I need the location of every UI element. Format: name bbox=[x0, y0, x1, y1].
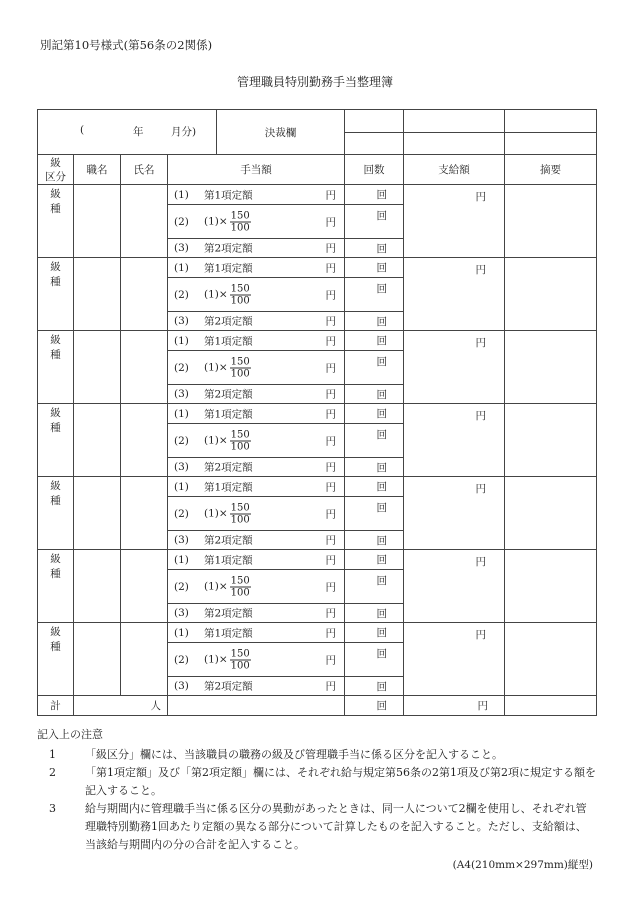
approval-box-6[interactable] bbox=[505, 132, 597, 155]
shimei-cell[interactable] bbox=[121, 331, 168, 404]
shimei-cell[interactable] bbox=[121, 550, 168, 623]
kaisu-1-cell[interactable]: 回 bbox=[345, 404, 404, 424]
shimei-cell[interactable] bbox=[121, 477, 168, 550]
notes-section bbox=[37, 726, 597, 854]
teigaku-2-cell[interactable]: (3) 第2項定額 円 bbox=[168, 604, 345, 623]
kyu-kubun-cell[interactable]: 級 種 bbox=[38, 623, 74, 696]
multiplied-amount-cell[interactable]: (2) (1)× $\frac{150}{100}$ 円 bbox=[168, 570, 345, 604]
ledger-row bbox=[38, 185, 597, 205]
ledger-row bbox=[38, 258, 597, 278]
kaisu-2-cell[interactable]: 回 bbox=[345, 205, 404, 239]
header-shikyu: 支給額 bbox=[404, 155, 505, 185]
teigaku-2-cell[interactable]: (3) 第2項定額 円 bbox=[168, 677, 345, 696]
header-tekiyo: 摘要 bbox=[505, 155, 597, 185]
kaisu-1-cell[interactable]: 回 bbox=[345, 623, 404, 643]
teigaku-1-cell[interactable]: (1) 第1項定額 円 bbox=[168, 477, 345, 497]
kaisu-3-cell[interactable]: 回 bbox=[345, 531, 404, 550]
teigaku-2-cell[interactable]: (3) 第2項定額 円 bbox=[168, 531, 345, 550]
header-shokumei: 職名 bbox=[74, 155, 121, 185]
teigaku-2-cell[interactable]: (3) 第2項定額 円 bbox=[168, 312, 345, 331]
total-label: 計 bbox=[38, 696, 74, 716]
note-item: 1 「級区分」欄には、当該職員の職務の級及び管理職手当に係る区分を記入すること。 bbox=[49, 748, 503, 761]
approval-box-3[interactable] bbox=[505, 110, 597, 133]
teigaku-1-cell[interactable]: (1) 第1項定額 円 bbox=[168, 185, 345, 205]
shokumei-cell[interactable] bbox=[74, 404, 121, 477]
shimei-cell[interactable] bbox=[121, 258, 168, 331]
ledger-row bbox=[38, 623, 597, 643]
kaisu-2-cell[interactable]: 回 bbox=[345, 643, 404, 677]
allowance-ledger-table bbox=[37, 109, 597, 716]
kaisu-3-cell[interactable]: 回 bbox=[345, 385, 404, 404]
multiplied-amount-cell[interactable]: (2) (1)× $\frac{150}{100}$ 円 bbox=[168, 205, 345, 239]
kaisu-1-cell[interactable]: 回 bbox=[345, 550, 404, 570]
kyu-kubun-cell[interactable]: 級 種 bbox=[38, 477, 74, 550]
kaisu-2-cell[interactable]: 回 bbox=[345, 278, 404, 312]
multiplied-amount-cell[interactable]: (2) (1)× $\frac{150}{100}$ 円 bbox=[168, 643, 345, 677]
kyu-kubun-cell[interactable]: 級 種 bbox=[38, 331, 74, 404]
teigaku-2-cell[interactable]: (3) 第2項定額 円 bbox=[168, 385, 345, 404]
teigaku-1-cell[interactable]: (1) 第1項定額 円 bbox=[168, 258, 345, 278]
header-kaisu: 回数 bbox=[345, 155, 404, 185]
fraction-150-100: $\frac{150}{100}$ bbox=[230, 502, 250, 525]
ledger-row bbox=[38, 404, 597, 424]
shikyu-cell[interactable]: 円 bbox=[404, 404, 505, 477]
total-kaisu-cell[interactable]: 回 bbox=[345, 696, 404, 716]
form-reference: 別記第10号様式(第56条の2関係) bbox=[40, 38, 213, 52]
fraction-150-100: $\frac{150}{100}$ bbox=[230, 356, 250, 379]
fraction-150-100: $\frac{150}{100}$ bbox=[230, 210, 250, 233]
shimei-cell[interactable] bbox=[121, 623, 168, 696]
page-title: 管理職員特別勤務手当整理簿 bbox=[236, 75, 393, 89]
teigaku-1-cell[interactable]: (1) 第1項定額 円 bbox=[168, 404, 345, 424]
fraction-150-100: $\frac{150}{100}$ bbox=[230, 648, 250, 671]
teigaku-2-cell[interactable]: (3) 第2項定額 円 bbox=[168, 458, 345, 477]
period-open: ( bbox=[80, 124, 85, 136]
approval-label: 決裁欄 bbox=[217, 110, 345, 155]
kaisu-3-cell[interactable]: 回 bbox=[345, 312, 404, 331]
kyu-kubun-cell[interactable]: 級 種 bbox=[38, 550, 74, 623]
header-shimei: 氏名 bbox=[121, 155, 168, 185]
kaisu-3-cell[interactable]: 回 bbox=[345, 604, 404, 623]
multiplied-amount-cell[interactable]: (2) (1)× $\frac{150}{100}$ 円 bbox=[168, 278, 345, 312]
kaisu-2-cell[interactable]: 回 bbox=[345, 424, 404, 458]
period-cell[interactable] bbox=[38, 110, 217, 155]
kyu-kubun-cell[interactable]: 級 種 bbox=[38, 185, 74, 258]
kaisu-1-cell[interactable]: 回 bbox=[345, 185, 404, 205]
shikyu-cell[interactable]: 円 bbox=[404, 185, 505, 258]
shimei-cell[interactable] bbox=[121, 404, 168, 477]
kaisu-2-cell[interactable]: 回 bbox=[345, 570, 404, 604]
approval-box-4[interactable] bbox=[345, 132, 404, 155]
shokumei-cell[interactable] bbox=[74, 331, 121, 404]
fraction-150-100: $\frac{150}{100}$ bbox=[230, 429, 250, 452]
period-month: 月分) bbox=[171, 126, 197, 138]
teigaku-1-cell[interactable]: (1) 第1項定額 円 bbox=[168, 550, 345, 570]
paper-size-note: (A4(210mm×297mm)縦型) bbox=[452, 859, 593, 871]
fraction-150-100: $\frac{150}{100}$ bbox=[230, 575, 250, 598]
multiplied-amount-cell[interactable]: (2) (1)× $\frac{150}{100}$ 円 bbox=[168, 424, 345, 458]
period-year: 年 bbox=[133, 126, 144, 138]
fraction-150-100: $\frac{150}{100}$ bbox=[230, 283, 250, 306]
multiplied-amount-cell[interactable]: (2) (1)× $\frac{150}{100}$ 円 bbox=[168, 351, 345, 385]
shikyu-cell[interactable]: 円 bbox=[404, 623, 505, 696]
tekiyo-cell[interactable] bbox=[505, 331, 597, 404]
kaisu-3-cell[interactable]: 回 bbox=[345, 239, 404, 258]
tekiyo-cell[interactable] bbox=[505, 550, 597, 623]
kyu-kubun-cell[interactable]: 級 種 bbox=[38, 404, 74, 477]
shokumei-cell[interactable] bbox=[74, 550, 121, 623]
shokumei-cell[interactable] bbox=[74, 623, 121, 696]
kaisu-1-cell[interactable]: 回 bbox=[345, 331, 404, 351]
total-row bbox=[38, 696, 597, 716]
kyu-kubun-cell[interactable]: 級 種 bbox=[38, 258, 74, 331]
shikyu-cell[interactable]: 円 bbox=[404, 477, 505, 550]
total-tekiyo-cell[interactable] bbox=[505, 696, 597, 716]
approval-box-1[interactable] bbox=[345, 110, 404, 133]
shikyu-cell[interactable]: 円 bbox=[404, 550, 505, 623]
note-item: 3 給与期間内に管理職手当に係る区分の異動があったときは、同一人について2欄を使用し、それぞれ管理職特別勤務1回あたり定額の異なる部分について計算したものを記入すること。ただし、支給額は、当該給与期間内の分の合計を記入すること。 bbox=[49, 802, 587, 851]
kaisu-1-cell[interactable]: 回 bbox=[345, 477, 404, 497]
kaisu-2-cell[interactable]: 回 bbox=[345, 351, 404, 385]
header-teate: 手当額 bbox=[168, 155, 345, 185]
shokumei-cell[interactable] bbox=[74, 477, 121, 550]
ledger-row bbox=[38, 331, 597, 351]
multiplied-amount-cell[interactable]: (2) (1)× $\frac{150}{100}$ 円 bbox=[168, 497, 345, 531]
total-amount-cell[interactable] bbox=[168, 696, 345, 716]
teigaku-1-cell[interactable]: (1) 第1項定額 円 bbox=[168, 331, 345, 351]
tekiyo-cell[interactable] bbox=[505, 185, 597, 258]
teigaku-1-cell[interactable]: (1) 第1項定額 円 bbox=[168, 623, 345, 643]
header-row bbox=[38, 155, 597, 185]
ledger-row bbox=[38, 477, 597, 497]
shikyu-cell[interactable]: 円 bbox=[404, 331, 505, 404]
ledger-row bbox=[38, 550, 597, 570]
shokumei-cell[interactable] bbox=[74, 185, 121, 258]
total-shikyu-cell[interactable]: 円 bbox=[404, 696, 505, 716]
notes-title: 記入上の注意 bbox=[37, 728, 103, 741]
approval-box-2[interactable] bbox=[404, 110, 505, 133]
shokumei-cell[interactable] bbox=[74, 258, 121, 331]
shimei-cell[interactable] bbox=[121, 185, 168, 258]
header-kyu-kubun: 級 区分 bbox=[38, 155, 74, 185]
kaisu-3-cell[interactable]: 回 bbox=[345, 677, 404, 696]
tekiyo-cell[interactable] bbox=[505, 623, 597, 696]
period-approval-row bbox=[38, 110, 597, 133]
teigaku-2-cell[interactable]: (3) 第2項定額 円 bbox=[168, 239, 345, 258]
shikyu-cell[interactable]: 円 bbox=[404, 258, 505, 331]
tekiyo-cell[interactable] bbox=[505, 404, 597, 477]
total-persons-cell[interactable]: 人 bbox=[74, 696, 168, 716]
approval-box-5[interactable] bbox=[404, 132, 505, 155]
note-item: 2 「第1項定額」及び「第2項定額」欄には、それぞれ給与規定第56条の2第1項及び第2項に規定する額を記入すること。 bbox=[49, 766, 596, 797]
kaisu-1-cell[interactable]: 回 bbox=[345, 258, 404, 278]
kaisu-3-cell[interactable]: 回 bbox=[345, 458, 404, 477]
tekiyo-cell[interactable] bbox=[505, 477, 597, 550]
kaisu-2-cell[interactable]: 回 bbox=[345, 497, 404, 531]
tekiyo-cell[interactable] bbox=[505, 258, 597, 331]
